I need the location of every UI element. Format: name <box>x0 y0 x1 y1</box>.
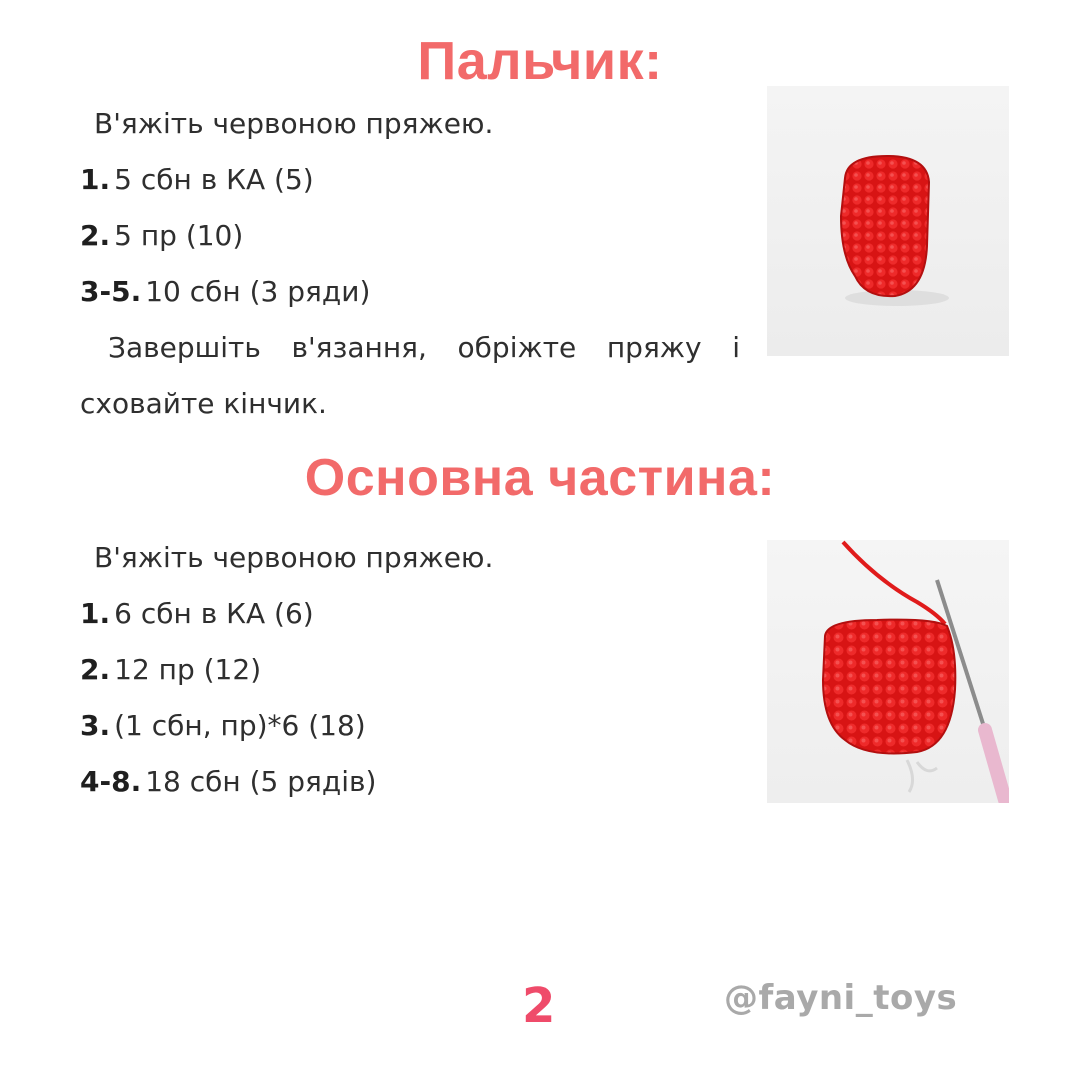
row-number: 2. <box>80 653 111 686</box>
row-text: 12 пр (12) <box>114 653 262 686</box>
section-title-finger: Пальчик: <box>417 31 663 91</box>
row-text: 10 сбн (3 ряди) <box>145 275 371 308</box>
row-number: 3. <box>80 709 111 742</box>
finger-photo <box>767 86 1009 356</box>
author-handle: @fayni_toys <box>724 978 958 1018</box>
row-text: 5 сбн в КА (5) <box>114 163 314 196</box>
pattern-row <box>80 218 243 254</box>
main-part-photo <box>767 540 1009 803</box>
row-text: 6 сбн в КА (6) <box>114 597 314 630</box>
finish-line-1: Завершіть в'язання, обріжте пряжу і <box>108 331 740 364</box>
row-number: 3-5. <box>80 275 142 308</box>
row-number: 1. <box>80 597 111 630</box>
row-text: (1 сбн, пр)*6 (18) <box>114 709 366 742</box>
row-text: 5 пр (10) <box>114 219 244 252</box>
section-title-main-part: Основна частина: <box>304 449 776 507</box>
row-number: 4-8. <box>80 765 142 798</box>
pattern-row <box>80 162 314 198</box>
pattern-row <box>80 274 370 310</box>
intro-text: В'яжіть червоною пряжею. <box>94 541 494 574</box>
crochet-main-part-image <box>767 540 1009 803</box>
pattern-row <box>80 596 314 632</box>
pattern-row <box>80 708 366 744</box>
pattern-row <box>80 764 376 800</box>
row-number: 1. <box>80 163 111 196</box>
intro-text: В'яжіть червоною пряжею. <box>94 107 494 140</box>
row-number: 2. <box>80 219 111 252</box>
finish-line-2: сховайте кінчик. <box>80 387 327 420</box>
finish-instructions <box>80 330 740 422</box>
pattern-row <box>80 652 261 688</box>
row-text: 18 сбн (5 рядів) <box>145 765 377 798</box>
page-number: 2 <box>522 978 556 1034</box>
crochet-finger-image <box>767 86 1009 356</box>
